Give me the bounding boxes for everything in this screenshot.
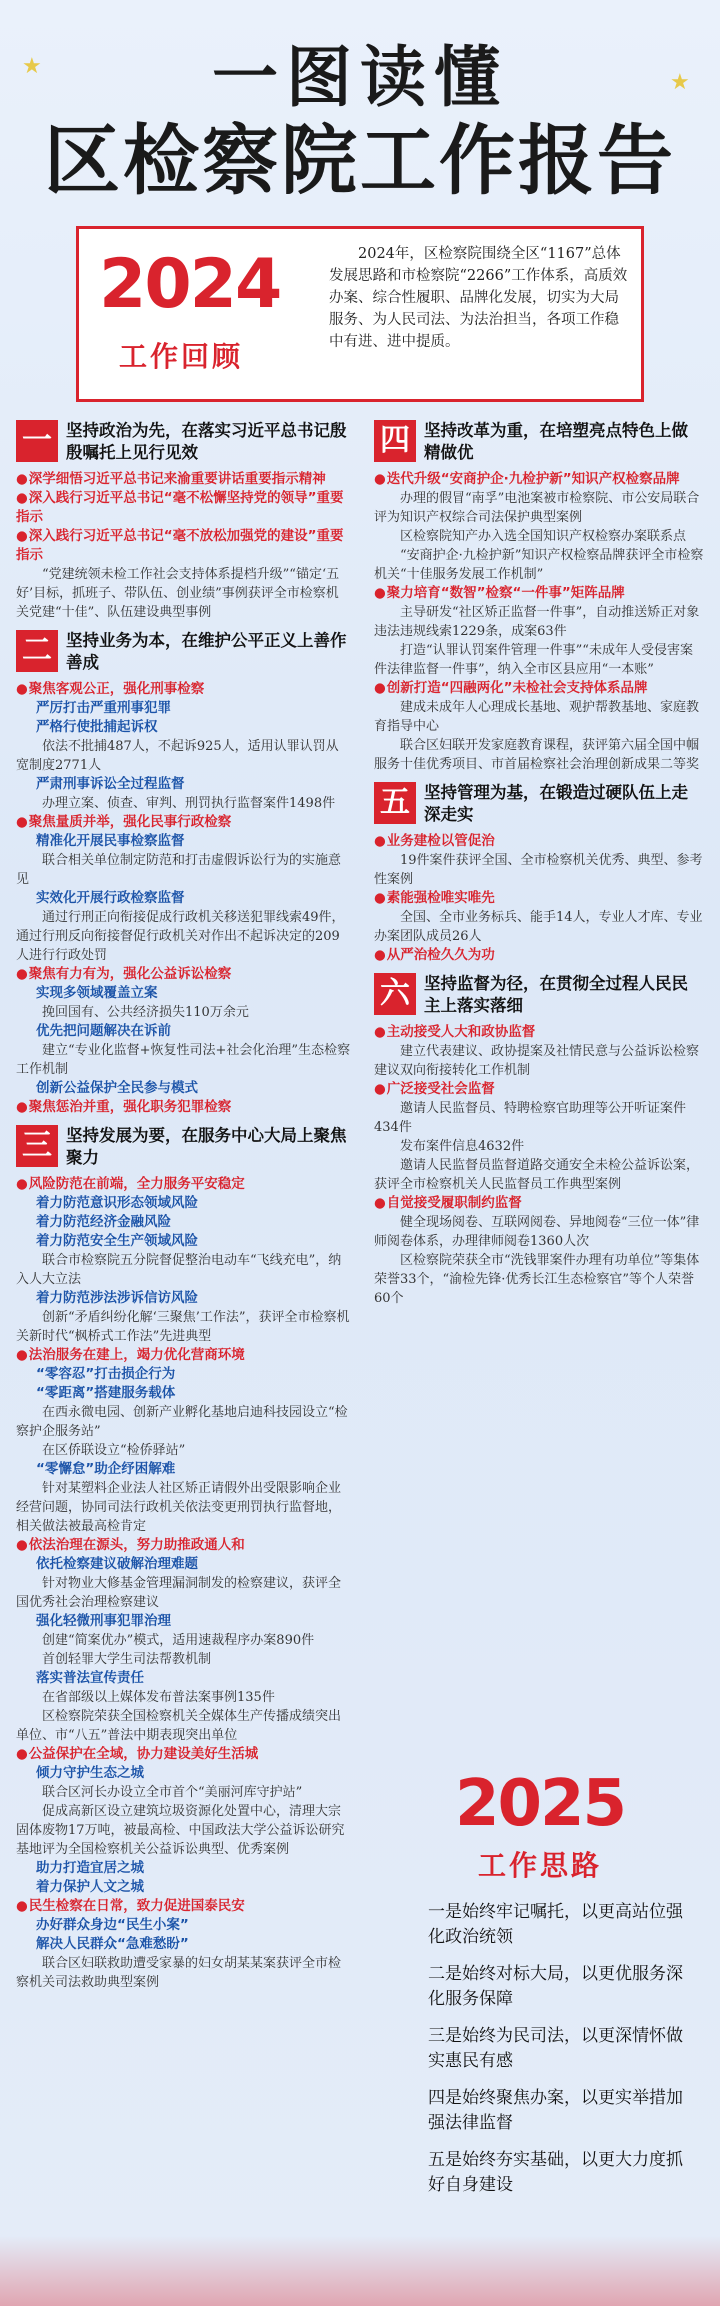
work-plan-list [428,1900,698,2210]
work-plan-item: 一是始终牢记嘱托，以更高站位强化政治统领 [428,1902,683,1947]
paragraph: 区检察院荣获全市“洗钱罪案件办理有功单位”等集体荣誉33个，“渝检先锋·优秀长江生态检察官”等个人荣誉60个 [374,1253,700,1306]
sub-heading: 创新公益保护全民参与模式 [36,1080,198,1096]
bullet-heading: ● 依法治理在源头，努力助推政通人和 [16,1536,351,1555]
star-icon: ★ [670,70,690,95]
paragraph: 建立代表建议、政协提案及社情民意与公益诉讼检察建议双向衔接转化工作机制 [374,1044,700,1078]
paragraph: 联合区妇联救助遭受家暴的妇女胡某某案获评全市检察机关司法救助典型案例 [16,1956,342,1990]
sub-heading: “零懈怠”助企纾困解难 [36,1461,176,1477]
paragraph: 打造“认罪认罚案件管理一件事”“未成年人受侵害案件法律监督一件事”，纳入全市区县应用“一本账” [374,643,693,677]
sub-heading: 严肃刑事诉讼全过程监督 [36,776,185,792]
paragraph: 区检察院知产办入选全国知识产权检察办案联系点 [400,529,687,544]
sub-heading: 着力防范经济金融风险 [36,1214,171,1230]
bullet-heading: ● 素能强检唯实唯先 [374,889,704,908]
work-plan-item: 五是始终夯实基础，以更大力度抓好自身建设 [428,2150,683,2195]
paragraph: 区检察院荣获全国检察机关全媒体生产传播成绩突出单位、市“八五”普法中期表现突出单位 [16,1709,342,1743]
star-icon: ★ [22,54,42,79]
section-header [16,420,351,464]
paragraph: 在区侨联设立“检侨驿站” [42,1443,186,1458]
sub-heading: 着力防范意识形态领域风险 [36,1195,198,1211]
paragraph: 主导研发“社区矫正监督一件事”，自动推送矫正对象违法违规线索1229条，成案63件 [374,605,700,639]
sub-heading: 精准化开展民事检察监督 [36,833,185,849]
sub-heading: 严格行使批捕起诉权 [36,719,158,735]
paragraph: 办理的假冒“南孚”电池案被市检察院、市公安局联合评为知识产权综合司法保护典型案例 [374,491,700,525]
paragraph: 19件案件获评全国、全市检察机关优秀、典型、参考性案例 [374,853,703,887]
paragraph: 在西永微电园、创新产业孵化基地启迪科技园设立“检察护企服务站” [16,1405,348,1439]
sub-heading: 优先把问题解决在诉前 [36,1023,171,1039]
sub-heading: 实效化开展行政检察监督 [36,890,185,906]
paragraph: 促成高新区设立建筑垃圾资源化处置中心，清理大宗固体废物17万吨，被最高检、中国政法大学公益诉讼研究基地评为全国检察机关公益诉讼典型、优秀案例 [16,1804,345,1857]
section [16,420,351,622]
bullet-heading: ● 深入践行习近平总书记“毫不松懈坚持党的领导”重要指示 [16,489,351,527]
bottom-decoration [0,2236,720,2306]
left-column [16,420,351,2000]
plan-subtitle: 工作思路 [477,1849,602,1882]
paragraph: “党建统领未检工作社会支持体系提档升级”“锚定‘五好’目标，抓班子、带队伍、创业绩”事例获评全市检察机关党建“十佳”、队伍建设典型事例 [16,567,340,620]
title-line-2: 区检察院工作报告 [44,116,676,205]
intro-text: 2024年，区检察院围绕全区“1167”总体发展思路和市检察院“2266”工作体系，高质效办案、综合性履职、品牌化发展，切实为大局服务、为人民司法、为法治担当，各项工作稳中有进、进中提质。 [329,246,628,350]
bullet-heading: ● 聚焦量质并举，强化民事行政检察 [16,813,351,832]
section-number: 五 [374,782,416,824]
sub-heading: 强化轻微刑事犯罪治理 [36,1613,171,1629]
section-header [16,1125,351,1169]
bullet-heading: ● 自觉接受履职制约监督 [374,1194,704,1213]
work-plan-item: 三是始终为民司法，以更深情怀做实惠民有感 [428,2026,683,2071]
bullet-heading: ● 广泛接受社会监督 [374,1080,704,1099]
sub-heading: 解决人民群众“急难愁盼” [36,1936,189,1952]
sub-heading: “零容忍”打击损企行为 [36,1366,176,1382]
section-title: 坚持监督为径，在贯彻全过程人民民主上落实落细 [424,974,688,1015]
paragraph: 全国、全市业务标兵、能手14人，专业人才库、专业办案团队成员26人 [374,910,703,944]
paragraph: 创建“简案优办”模式，适用速裁程序办案890件 [42,1633,315,1648]
section [16,630,351,1117]
paragraph: 邀请人民监督员监督道路交通安全未检公益诉讼案，获评全市检察机关人民监督员工作典型案例 [374,1158,700,1192]
paragraph: 联合区妇联开发家庭教育课程，获评第六届全国中帼服务十佳优秀项目、市首届检察社会治理创新成果二等奖 [374,738,700,772]
paragraph: 挽回国有、公共经济损失110万余元 [42,1005,249,1020]
paragraph: 建成未成年人心理成长基地、观护帮教基地、家庭教育指导中心 [374,700,700,734]
paragraph: 健全现场阅卷、互联网阅卷、异地阅卷“三位一体”律师阅卷体系，办理律师阅卷1360人次 [374,1215,700,1249]
section-title: 坚持管理为基，在锻造过硬队伍上走深走实 [424,783,688,824]
intro-box [76,226,644,402]
right-column [374,420,704,1316]
paragraph: 依法不批捕487人，不起诉925人，适用认罪认罚从宽制度2771人 [16,739,339,773]
paragraph: 在省部级以上媒体发布普法案事例135件 [42,1690,275,1705]
sub-heading: 着力保护人文之城 [36,1879,144,1895]
paragraph: 联合区河长办设立全市首个“美丽河库守护站” [42,1785,303,1800]
section [374,782,704,965]
bullet-heading: ● 民生检察在日常，致力促进国泰民安 [16,1897,351,1916]
section-number: 六 [374,973,416,1015]
bullet-heading: ● 公益保护在全域，协力建设美好生活城 [16,1745,351,1764]
section-number: 一 [16,420,58,462]
paragraph: 邀请人民监督员、特聘检察官助理等公开听证案件434件 [374,1101,687,1135]
sub-heading: 严厉打击严重刑事犯罪 [36,700,171,716]
bullet-heading: ● 风险防范在前端，全力服务平安稳定 [16,1175,351,1194]
bullet-heading: ● 深入践行习近平总书记“毫不放松加强党的建设”重要指示 [16,527,351,565]
section-title: 坚持政治为先，在落实习近平总书记殷殷嘱托上见行见效 [66,421,347,462]
sub-heading: 着力防范涉法涉诉信访风险 [36,1290,198,1306]
paragraph: 联合相关单位制定防范和打击虚假诉讼行为的实施意见 [16,853,342,887]
bullet-heading: ● 主动接受人大和政协监督 [374,1023,704,1042]
work-plan-item: 二是始终对标大局，以更优服务深化服务保障 [428,1964,683,2009]
sub-heading: “零距离”搭建服务载体 [36,1385,176,1401]
paragraph: 针对某塑料企业法人社区矫正请假外出受限影响企业经营问题，协同司法行政机关依法变更刑罚执行监督地，相关做法被最高检肯定 [16,1481,342,1534]
paragraph: 针对物业大修基金管理漏洞制发的检察建议，获评全国优秀社会治理检察建议 [16,1576,342,1610]
bullet-heading: ● 聚焦惩治并重，强化职务犯罪检察 [16,1098,351,1117]
sub-heading: 依托检察建议破解治理难题 [36,1556,198,1572]
section-header [374,973,704,1017]
paragraph: 联合市检察院五分院督促整治电动车“飞线充电”，纳入人大立法 [16,1253,342,1287]
section-title: 坚持发展为要，在服务中心大局上聚焦聚力 [66,1126,347,1167]
paragraph: 通过行刑正向衔接促成行政机关移送犯罪线索49件，通过行刑反向衔接督促行政机关对作出不起诉决定的209人进行行政处罚 [16,910,345,963]
bullet-heading: ● 聚焦客观公正，强化刑事检察 [16,680,351,699]
sub-heading: 倾力守护生态之城 [36,1765,144,1781]
section [16,1125,351,1992]
intro-subtitle: 工作回顾 [119,340,244,373]
section-number: 二 [16,630,58,672]
bullet-heading: ● 业务建检以管促治 [374,832,704,851]
sub-heading: 着力防范安全生产领域风险 [36,1233,198,1249]
paragraph: 首创轻罪大学生司法帮教机制 [42,1652,212,1667]
paragraph: 建立“专业化监督+恢复性司法+社会化治理”生态检察工作机制 [16,1043,351,1077]
bullet-heading: ● 法治服务在建上，竭力优化营商环境 [16,1346,351,1365]
paragraph: “安商护企·九检护新”知识产权检察品牌获评全市检察机关“十佳服务发展工作机制” [374,548,704,582]
title-line-1: 一图读懂 [212,38,508,116]
bullet-heading: ● 从严治检久久为功 [374,946,704,965]
sub-heading: 实现多领域覆盖立案 [36,985,158,1001]
bullet-heading: ● 迭代升级“安商护企·九检护新”知识产权检察品牌 [374,470,704,489]
work-plan-item: 四是始终聚焦办案，以更实举措加强法律监督 [428,2088,683,2133]
intro-year: 2024 [99,245,281,324]
paragraph: 创新“矛盾纠纷化解‘三聚焦’工作法”，获评全市检察机关新时代“枫桥式工作法”先进典型 [16,1310,350,1344]
section-header [374,782,704,826]
section [374,420,704,774]
bullet-heading: ● 聚力培育“数智”检察“一件事”矩阵品牌 [374,584,704,603]
bullet-heading: ● 创新打造“四融两化”未检社会支持体系品牌 [374,679,704,698]
sub-heading: 办好群众身边“民生小案” [36,1917,189,1933]
section [374,973,704,1308]
paragraph: 发布案件信息4632件 [400,1139,525,1154]
section-title: 坚持改革为重，在培塑亮点特色上做精做优 [424,421,688,462]
section-header [16,630,351,674]
bullet-heading: ● 深学细悟习近平总书记来渝重要讲话重要指示精神 [16,470,351,489]
bullet-heading: ● 聚焦有力有为，强化公益诉讼检察 [16,965,351,984]
section-number: 四 [374,420,416,462]
sub-heading: 助力打造宜居之城 [36,1860,144,1876]
section-title: 坚持业务为本，在维护公平正义上善作善成 [66,631,347,672]
section-number: 三 [16,1125,58,1167]
section-header [374,420,704,464]
paragraph: 办理立案、侦查、审判、刑罚执行监督案件1498件 [42,796,336,811]
sub-heading: 落实普法宣传责任 [36,1670,144,1686]
work-plan-header [410,1768,670,1884]
page-title [0,38,720,206]
plan-year: 2025 [454,1767,626,1841]
